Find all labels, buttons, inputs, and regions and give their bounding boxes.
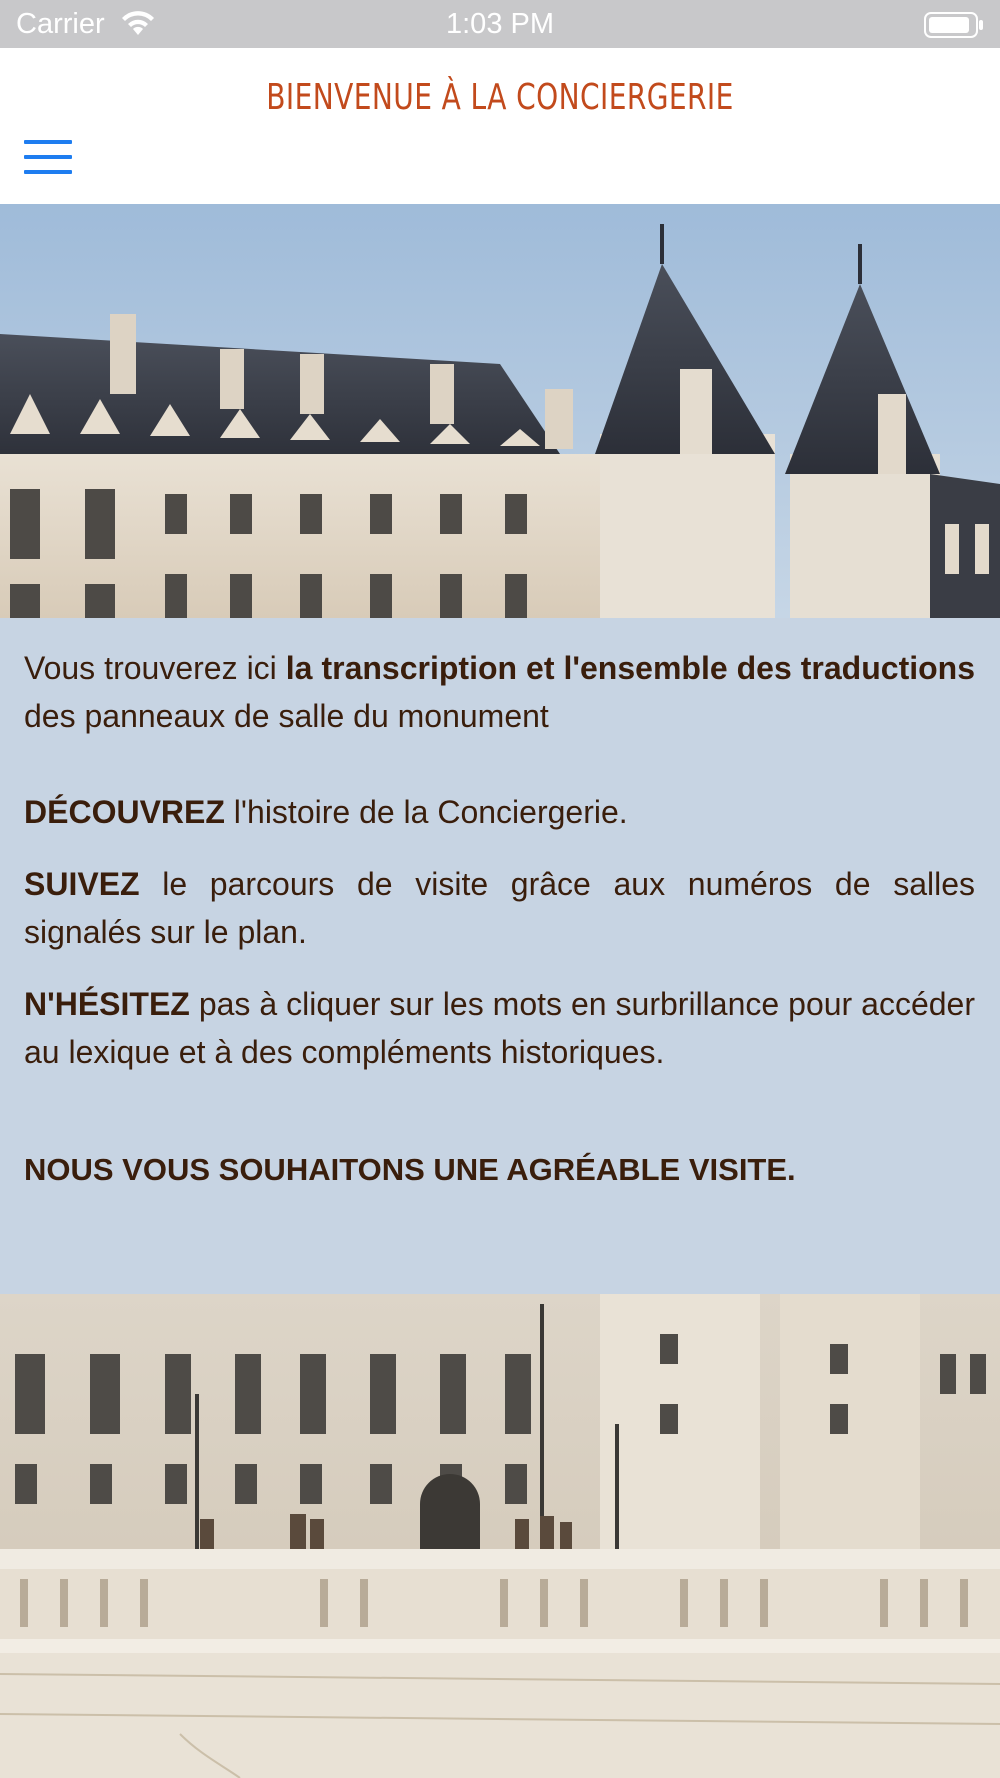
discover-paragraph — [24, 788, 975, 836]
hero-image-conciergerie-towers — [0, 204, 1000, 618]
intro-text-end: des panneaux de salle du monument — [24, 698, 549, 734]
battery-icon — [924, 11, 984, 39]
hamburger-menu-icon[interactable] — [18, 126, 78, 182]
hesitate-paragraph — [24, 980, 975, 1076]
discover-text: l'histoire de la Conciergerie. — [224, 794, 628, 830]
hesitate-text: pas à cliquer sur les mots en surbrillance pour accéder au lexique et à des compléments historiques. — [24, 986, 975, 1070]
page-title: BIENVENUE À LA CONCIERGERIE — [266, 77, 734, 118]
hesitate-label: N'HÉSITEZ — [24, 986, 190, 1022]
welcome-message: NOUS VOUS SOUHAITONS UNE AGRÉABLE VISITE. — [24, 1152, 796, 1187]
follow-label: SUIVEZ — [24, 866, 140, 902]
follow-text: le parcours de visite grâce aux numéros de salles signalés sur le plan. — [24, 866, 975, 950]
nav-bar — [0, 48, 1000, 206]
follow-paragraph — [24, 860, 975, 956]
intro-highlight: la transcription et l'ensemble des traductions — [285, 650, 975, 686]
carrier-label: Carrier — [16, 8, 105, 40]
discover-label: DÉCOUVREZ — [24, 794, 225, 830]
status-time: 1:03 PM — [446, 8, 554, 40]
hero-image-conciergerie-quay — [0, 1294, 1000, 1778]
content-panel — [0, 618, 1000, 1294]
intro-text: Vous trouverez ici — [24, 650, 286, 686]
intro-paragraph — [24, 644, 975, 740]
status-bar — [0, 0, 1000, 48]
content-text — [24, 644, 975, 1194]
